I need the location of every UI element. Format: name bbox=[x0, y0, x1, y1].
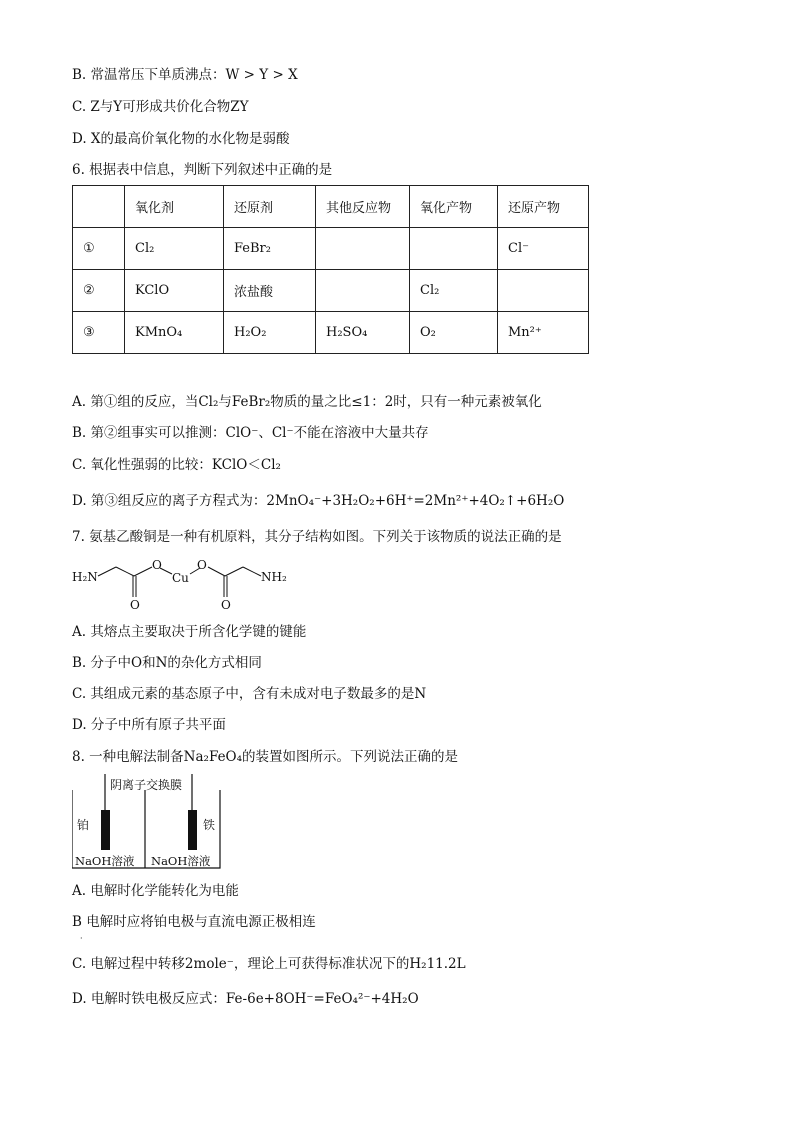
oxygen-label: O bbox=[221, 598, 231, 612]
q6-stem: 6. 根据表中信息，判断下列叙述中正确的是 bbox=[72, 162, 333, 178]
table-cell: H₂SO₄ bbox=[316, 312, 410, 354]
glycinate-copper-structure bbox=[70, 556, 300, 612]
q8-option-a: A. 电解时化学能转化为电能 bbox=[72, 883, 239, 899]
table-header-cell bbox=[73, 186, 125, 228]
q8-option-b: B 电解时应将铂电极与直流电源正极相连 bbox=[72, 914, 316, 930]
table-cell bbox=[498, 270, 589, 312]
table-cell bbox=[316, 270, 410, 312]
q5-option-d: D. X的最高价氧化物的水化物是弱酸 bbox=[72, 131, 290, 147]
table-cell: KMnO₄ bbox=[125, 312, 224, 354]
q5-option-b: B. 常温常压下单质沸点：W > Y > X bbox=[72, 67, 298, 83]
table-cell: Cl₂ bbox=[410, 270, 498, 312]
q8-option-d: D. 电解时铁电极反应式：Fe-6e+8OH⁻=FeO₄²⁻+4H₂O bbox=[72, 991, 419, 1007]
platinum-label: 铂 bbox=[77, 818, 90, 832]
table-header-cell: 氧化产物 bbox=[410, 186, 498, 228]
q6-option-d: D. 第③组反应的离子方程式为：2MnO₄⁻+3H₂O₂+6H⁺=2Mn²⁺+4O₂↑+6H₂O bbox=[72, 493, 565, 509]
table-cell: 浓盐酸 bbox=[224, 270, 316, 312]
table-cell: H₂O₂ bbox=[224, 312, 316, 354]
electrolysis-cell-diagram bbox=[72, 774, 224, 870]
q7-option-c: C. 其组成元素的基态原子中，含有未成对电子数最多的是N bbox=[72, 686, 427, 702]
q6-option-b: B. 第②组事实可以推测：ClO⁻、Cl⁻不能在溶液中大量共存 bbox=[72, 425, 429, 441]
left-solution-label: NaOH溶液 bbox=[75, 854, 135, 868]
table-row bbox=[73, 312, 589, 354]
table-cell: O₂ bbox=[410, 312, 498, 354]
table-header-row bbox=[73, 186, 589, 228]
membrane-label: 阴离子交换膜 bbox=[110, 778, 183, 792]
iron-label: 铁 bbox=[203, 818, 216, 832]
table-cell: Cl⁻ bbox=[498, 228, 589, 270]
table-cell: ① bbox=[73, 228, 125, 270]
q7-stem: 7. 氨基乙酸铜是一种有机原料，其分子结构如图。下列关于该物质的说法正确的是 bbox=[72, 529, 562, 545]
table-cell: Cl₂ bbox=[125, 228, 224, 270]
table-cell: ③ bbox=[73, 312, 125, 354]
table-cell: ② bbox=[73, 270, 125, 312]
table-cell bbox=[410, 228, 498, 270]
amino-left-label: H₂N bbox=[72, 570, 98, 584]
copper-label: Cu bbox=[172, 571, 189, 585]
platinum-electrode bbox=[101, 810, 110, 850]
stray-dot: · bbox=[80, 934, 83, 943]
table-cell bbox=[316, 228, 410, 270]
q6-option-c: C. 氧化性强弱的比较：KClO＜Cl₂ bbox=[72, 457, 281, 473]
q5-option-c: C. Z与Y可形成共价化合物ZY bbox=[72, 99, 249, 115]
table-header-cell: 还原产物 bbox=[498, 186, 589, 228]
q8-stem: 8. 一种电解法制备Na₂FeO₄的装置如图所示。下列说法正确的是 bbox=[72, 749, 459, 765]
q6-option-a: A. 第①组的反应，当Cl₂与FeBr₂物质的量之比≤1：2时，只有一种元素被氧化 bbox=[72, 394, 542, 410]
table-row bbox=[73, 228, 589, 270]
table-header-cell: 其他反应物 bbox=[316, 186, 410, 228]
table-row bbox=[73, 270, 589, 312]
table-cell: Mn²⁺ bbox=[498, 312, 589, 354]
q8-option-c: C. 电解过程中转移2mole⁻，理论上可获得标准状况下的H₂11.2L bbox=[72, 956, 466, 972]
table-cell: KClO bbox=[125, 270, 224, 312]
oxygen-label: O bbox=[130, 598, 140, 612]
iron-electrode bbox=[188, 810, 197, 850]
q7-option-b: B. 分子中O和N的杂化方式相同 bbox=[72, 655, 262, 671]
q6-table bbox=[72, 185, 589, 354]
oxygen-label: O bbox=[197, 558, 207, 572]
q7-option-d: D. 分子中所有原子共平面 bbox=[72, 717, 226, 733]
q7-option-a: A. 其熔点主要取决于所含化学键的键能 bbox=[72, 624, 307, 640]
amino-right-label: NH₂ bbox=[261, 570, 287, 584]
table-cell: FeBr₂ bbox=[224, 228, 316, 270]
table-header-cell: 氧化剂 bbox=[125, 186, 224, 228]
oxygen-label: O bbox=[152, 558, 162, 572]
table-header-cell: 还原剂 bbox=[224, 186, 316, 228]
right-solution-label: NaOH溶液 bbox=[151, 854, 211, 868]
